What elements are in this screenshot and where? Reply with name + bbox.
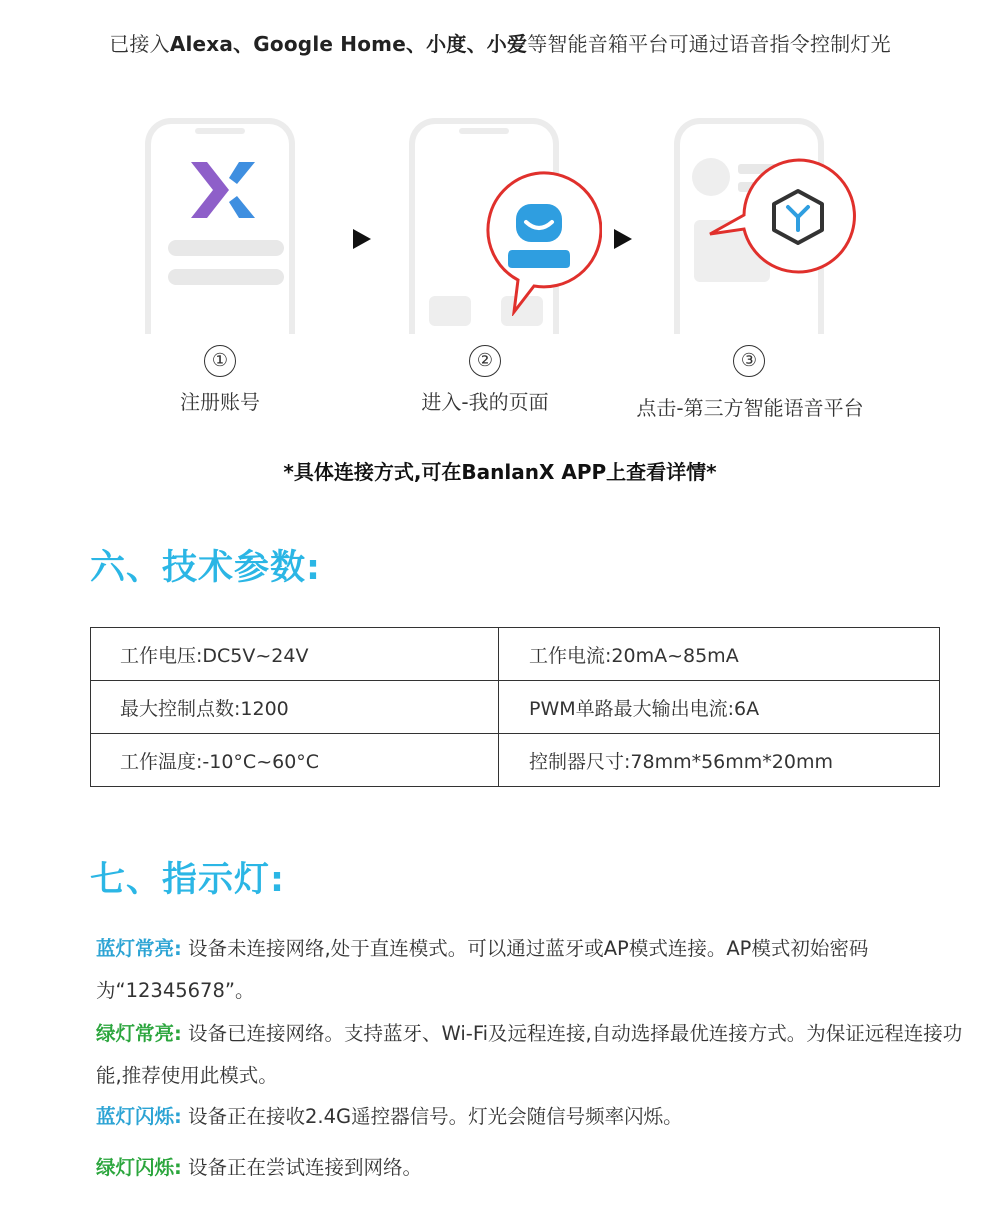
specs-table [90,627,940,787]
placeholder-bar [168,269,284,285]
indicator-label: 绿灯常亮: [96,1022,182,1045]
speaker-bubble [704,157,860,279]
spec-cell: 工作电流:20mA~85mA [499,628,940,681]
connection-note: *具体连接方式,可在BanlanX APP上查看详情* [283,460,717,484]
table-row [91,734,940,787]
indicator-text: 设备未连接网络,处于直连模式。可以通过蓝牙或AP模式连接。AP模式初始密码为“12345678”。 [96,937,869,1002]
indicator-item-green-blink [96,1147,966,1189]
indicator-label: 蓝灯常亮: [96,937,182,960]
step-label-3: 点击-第三方智能语音平台 [636,396,864,420]
indicator-label: 绿灯闪烁: [96,1156,182,1179]
phone-notch [195,128,245,134]
step-number-2: ② [469,345,501,377]
specs-title: 六、技术参数: [90,548,321,588]
spec-cell: 工作温度:-10°C~60°C [91,734,499,787]
spec-cell: 工作电压:DC5V~24V [91,628,499,681]
phone-mockup-register [145,118,295,334]
step-number-3: ③ [733,345,765,377]
indicators-title: 七、指示灯: [90,860,285,900]
indicator-text: 设备正在尝试连接到网络。 [188,1156,423,1179]
banlanx-logo-icon [187,158,259,222]
intro-post: 等智能音箱平台可通过语音指令控制灯光 [527,32,891,56]
indicator-text: 设备正在接收2.4G遥控器信号。灯光会随信号频率闪烁。 [188,1105,683,1128]
phone-notch [459,128,509,134]
spec-cell: 控制器尺寸:78mm*56mm*20mm [499,734,940,787]
spec-cell: PWM单路最大输出电流:6A [499,681,940,734]
table-row [91,628,940,681]
indicator-label: 蓝灯闪烁: [96,1105,182,1128]
placeholder-bar [168,240,284,256]
intro-text [0,28,1000,57]
step-label-1: 注册账号 [180,390,260,414]
indicator-item-blue-blink [96,1096,966,1138]
user-bubble [478,170,602,316]
indicator-item-blue-steady [96,928,966,1012]
intro-brands: Alexa、Google Home、小度、小爱 [169,32,528,56]
intro-pre: 已接入 [109,32,170,56]
step-number-1: ① [204,345,236,377]
indicator-item-green-steady [96,1013,966,1097]
table-row [91,681,940,734]
step-label-2: 进入-我的页面 [421,390,549,414]
placeholder-block [429,296,471,326]
indicator-text: 设备已连接网络。支持蓝牙、Wi-Fi及远程连接,自动选择最优连接方式。为保证远程连接功能,推荐使用此模式。 [96,1022,963,1087]
play-arrow-icon [353,229,371,249]
spec-cell: 最大控制点数:1200 [91,681,499,734]
play-arrow-icon [614,229,632,249]
